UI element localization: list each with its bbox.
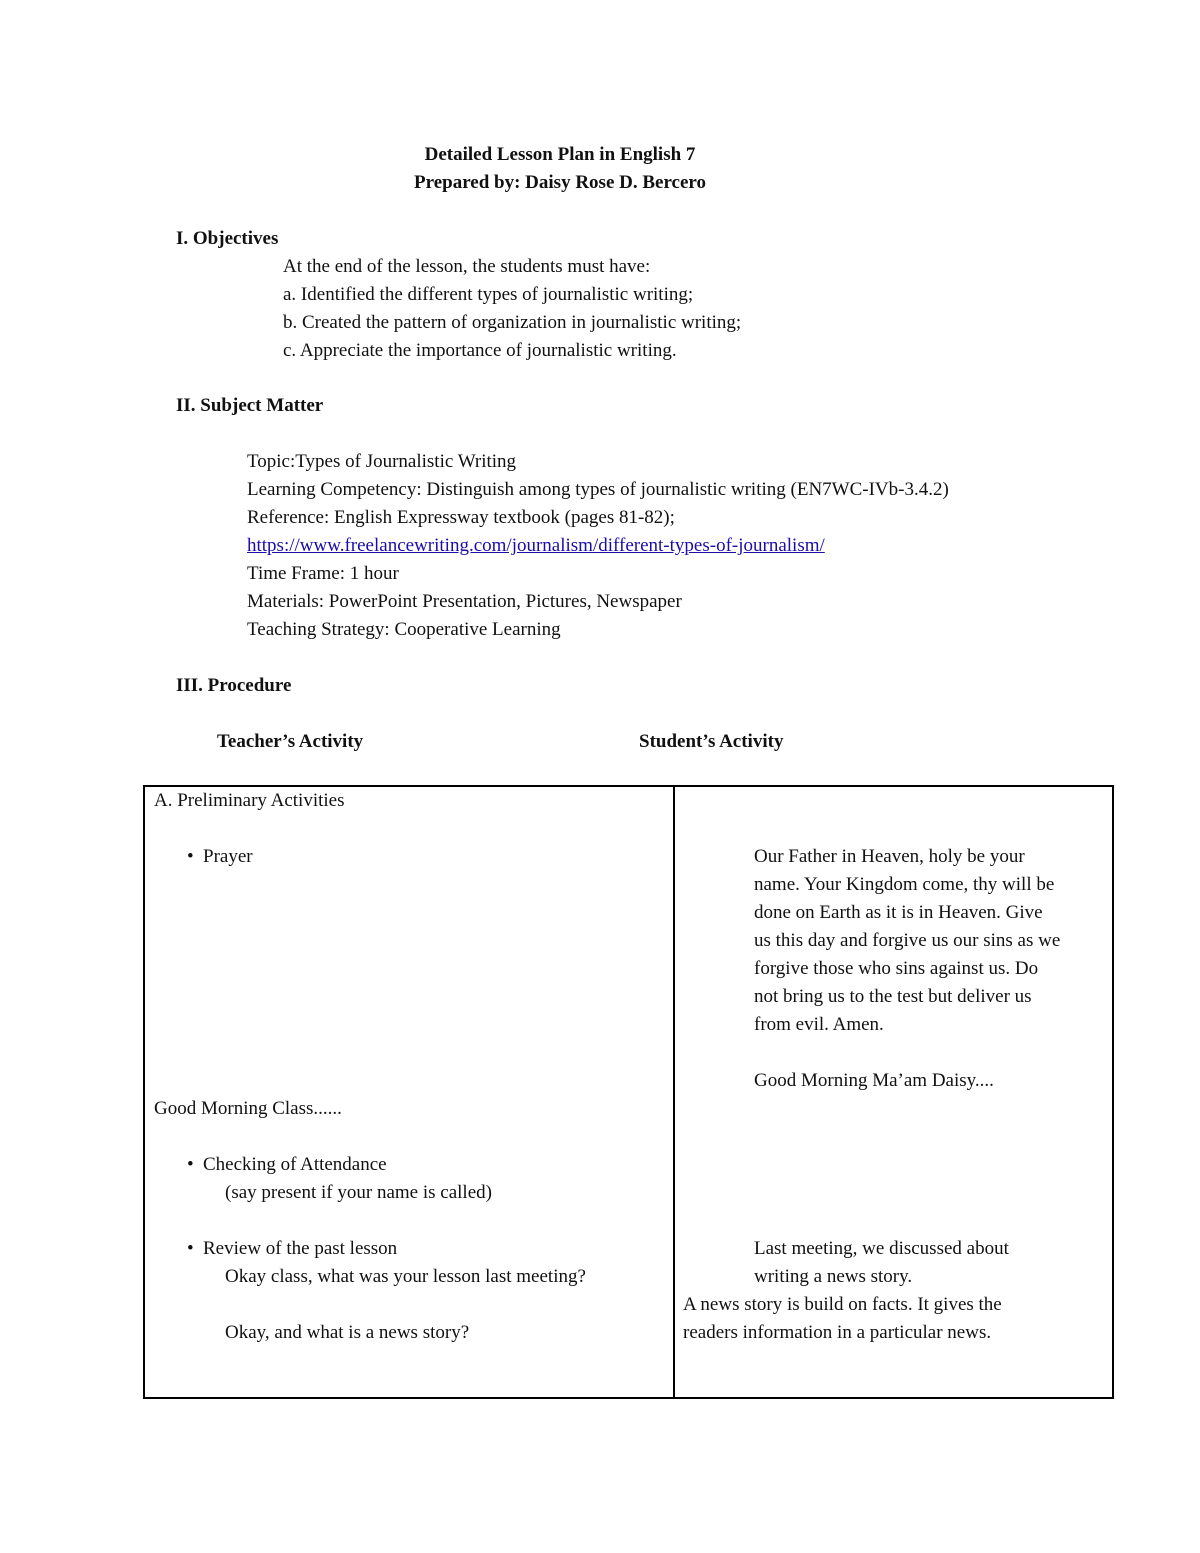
teaching-strategy: Teaching Strategy: Cooperative Learning xyxy=(247,619,561,640)
preliminary-activities: A. Preliminary Activities xyxy=(154,790,345,811)
student-prayer-line: Our Father in Heaven, holy be your xyxy=(754,846,1025,867)
student-prayer-line: name. Your Kingdom come, thy will be xyxy=(754,874,1055,895)
review-label: Review of the past lesson xyxy=(203,1238,398,1259)
student-prayer-line: from evil. Amen. xyxy=(754,1014,884,1035)
bullet-icon: • xyxy=(187,1238,194,1259)
bullet-icon: • xyxy=(187,1154,194,1175)
objective-item-c: c. Appreciate the importance of journalistic writing. xyxy=(283,340,677,361)
activity-table xyxy=(143,785,1114,1399)
reference-link[interactable]: https://www.freelancewriting.com/journalism/different-types-of-journalism/ xyxy=(247,535,825,556)
procedure-heading: III. Procedure xyxy=(176,675,292,696)
attendance-label: Checking of Attendance xyxy=(203,1154,387,1175)
bullet-prayer xyxy=(187,843,253,871)
objective-item-a: a. Identified the different types of journalistic writing; xyxy=(283,284,694,305)
objectives-intro: At the end of the lesson, the students must have: xyxy=(283,256,651,277)
prayer-label: Prayer xyxy=(203,846,253,867)
objectives-heading: I. Objectives xyxy=(176,228,279,249)
bullet-review xyxy=(187,1235,397,1263)
learning-competency: Learning Competency: Distinguish among types of journalistic writing (EN7WC-IVb-3.4.2) xyxy=(247,479,949,500)
student-greeting-reply: Good Morning Ma’am Daisy.... xyxy=(754,1070,994,1091)
student-prayer-line: not bring us to the test but deliver us xyxy=(754,986,1032,1007)
bullet-attendance xyxy=(187,1151,387,1179)
teacher-greeting: Good Morning Class...... xyxy=(154,1098,342,1119)
student-answer-1-line: Last meeting, we discussed about xyxy=(754,1238,1009,1259)
time-frame: Time Frame: 1 hour xyxy=(247,563,399,584)
teacher-question-1: Okay class, what was your lesson last meeting? xyxy=(225,1266,586,1287)
document-title: Detailed Lesson Plan in English 7 xyxy=(424,144,696,165)
student-answer-2-line: A news story is build on facts. It gives the xyxy=(683,1294,1002,1315)
student-answer-2-line: readers information in a particular news. xyxy=(683,1322,992,1343)
student-prayer-line: done on Earth as it is in Heaven. Give xyxy=(754,902,1043,923)
student-answer-1-line: writing a news story. xyxy=(754,1266,913,1287)
subject-matter-heading: II. Subject Matter xyxy=(176,395,324,416)
materials: Materials: PowerPoint Presentation, Pictures, Newspaper xyxy=(247,591,682,612)
objective-item-b: b. Created the pattern of organization in journalistic writing; xyxy=(283,312,742,333)
attendance-note: (say present if your name is called) xyxy=(225,1182,492,1203)
student-activity-heading: Student’s Activity xyxy=(639,731,784,752)
student-prayer-line: forgive those who sins against us. Do xyxy=(754,958,1039,979)
teacher-activity-heading: Teacher’s Activity xyxy=(217,731,364,752)
topic: Topic:Types of Journalistic Writing xyxy=(247,451,517,472)
prepared-by: Prepared by: Daisy Rose D. Bercero xyxy=(414,172,706,193)
reference: Reference: English Expressway textbook (pages 81-82); xyxy=(247,507,675,528)
table-column-divider xyxy=(673,787,675,1397)
teacher-question-2: Okay, and what is a news story? xyxy=(225,1322,470,1343)
student-prayer-line: us this day and forgive us our sins as we xyxy=(754,930,1061,951)
bullet-icon: • xyxy=(187,846,194,867)
